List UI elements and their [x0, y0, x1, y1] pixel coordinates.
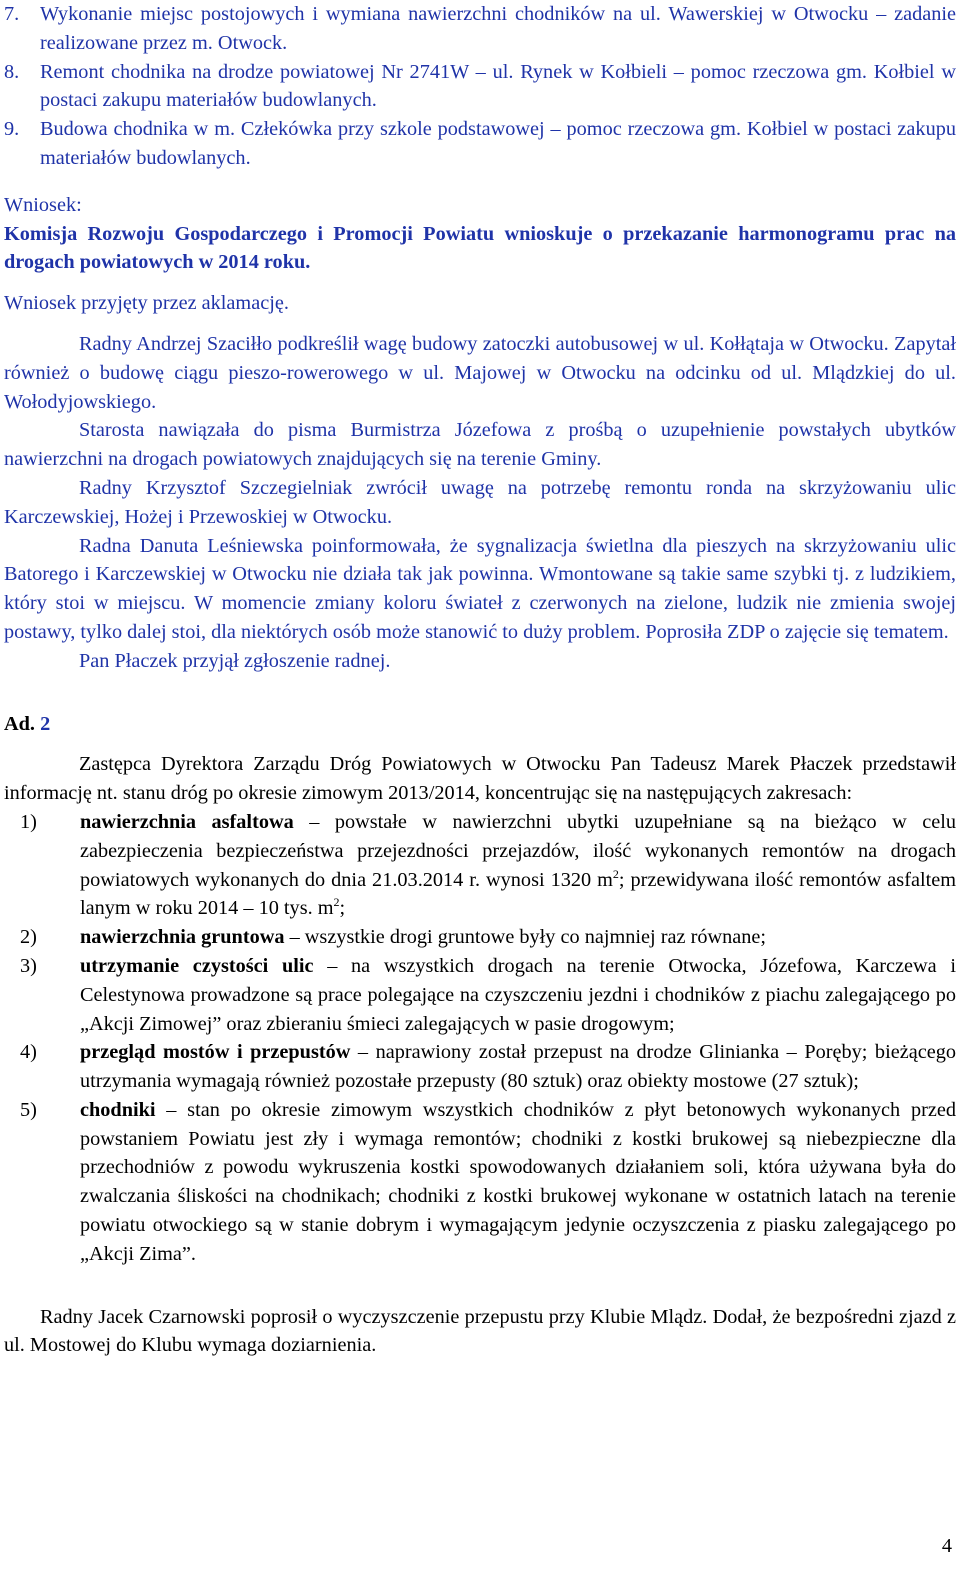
list-number: 5): [20, 1098, 37, 1121]
list-number: 4): [20, 1041, 37, 1064]
item-title: nawierzchnia gruntowa: [80, 926, 285, 949]
list-item: [8, 1038, 956, 1096]
ad-intro: Zastępca Dyrektora Zarządu Dróg Powiatowych w Otwocku Pan Tadeusz Marek Płaczek przedstawił informację nt. stanu dróg po okresie zimowym 2013/2014, koncentrując się na następujących zakresach:: [4, 753, 956, 805]
item-body: – na wszystkich drogach na terenie Otwocka, Józefowa, Karczewa i Celestynowa prowadzone są prace polegające na czyszczeniu jezdni i chodników z piachu zalegającego po „Akcji Zimowej” oraz zbieraniu śmieci zalegających w pasie drogowym;: [80, 954, 957, 1035]
top-numbered-list: [4, 0, 956, 173]
list-number: 9.: [4, 118, 20, 141]
paragraph-szacillo: Radny Andrzej Szaciłło podkreślił wagę budowy zatoczki autobusowej w ul. Kołłątaja w Otwocku. Zapytał również o budowę ciągu pieszo-rowerowego w ul. Majowej w Otwocku na odcinku od ul. Mlądzkiej do ul. Wołodyjowskiego.: [4, 332, 956, 413]
list-text: [80, 1038, 956, 1096]
page-number: 4: [941, 1535, 952, 1558]
list-text: [80, 923, 956, 952]
list-number: 7.: [4, 3, 20, 25]
paragraph-starosta: Starosta nawiązała do pisma Burmistrza Józefowa z prośbą o uzupełnienie powstałych ubytków nawierzchni na drogach powiatowych znajdujących się na terenie Gminy.: [4, 419, 956, 471]
item-body-cont: ; przewidywana ilość remontów asfaltem lanym w roku 2014 – 10 tys. m: [80, 868, 956, 920]
ad-label: Ad.: [4, 712, 41, 735]
list-number: 1): [20, 810, 37, 833]
item-body-end: ;: [339, 897, 346, 920]
wniosek-label: Wniosek:: [4, 193, 82, 216]
ad-heading: [4, 710, 956, 739]
paragraph-placzek: Pan Płaczek przyjął zgłoszenie radnej.: [79, 649, 391, 672]
list-item: [4, 58, 956, 116]
superscript: 2: [333, 895, 340, 910]
list-item: [8, 952, 956, 1038]
list-text: Budowa chodnika w m. Człekówka przy szkole podstawowej – pomoc rzeczowa gm. Kołbiel w postaci zakupu materiałów budowlanych.: [40, 118, 956, 169]
item-body: – powstałe w nawierzchni ubytki uzupełniane są na bieżąco w celu zabezpieczenia bezpieczeństwa przejezdności przejazdów, ilość wykonanych remontów na drogach powiatowych wykonanych do dnia 21.03.2014 r. wynosi 1320 m: [80, 810, 956, 891]
list-text: Wykonanie miejsc postojowych i wymiana nawierzchni chodników na ul. Wawerskiej w Otwocku – zadanie realizowane przez m. Otwock.: [40, 3, 956, 54]
item-body: – naprawiony został przepust na drodze Glinianka – Poręby; bieżącego utrzymania wymagają również pozostałe przepusty (80 sztuk) oraz obiekty mostowe (27 sztuk);: [80, 1041, 956, 1093]
document-page: [4, 0, 956, 1360]
superscript: 2: [612, 866, 619, 881]
road-status-list: [8, 808, 956, 1269]
list-item: [4, 115, 956, 173]
list-number: 2): [20, 926, 37, 949]
ad-number: 2: [40, 712, 51, 735]
wniosek-text-bold: Komisja Rozwoju Gospodarczego i Promocji Powiatu wnioskuje o przekazanie harmonogramu prac na drogach powiatowych w 2014 roku.: [4, 222, 956, 274]
paragraph-lesniewska: Radna Danuta Leśniewska poinformowała, że sygnalizacja świetlna dla pieszych na skrzyżowaniu ulic Batorego i Karczewskiej w Otwocku nie działa tak jak powinna. Wmontowane są takie same szybki tj. z ludzikiem, który stoi w miejscu. W momencie zmiany koloru świateł z czerwonych na zielone, ludzik nie zmienia swojej postawy, tylko dalej stoi, dla niektórych osób może stanowić to duży problem. Poprosiła ZDP o zajęcie się tematem.: [4, 534, 956, 643]
list-item: [8, 1096, 956, 1269]
wniosek-text: [4, 220, 956, 278]
list-item: [8, 808, 956, 923]
list-number: 8.: [4, 60, 20, 83]
list-item: [8, 923, 956, 952]
list-item: [4, 0, 956, 58]
item-title: nawierzchnia asfaltowa: [80, 810, 294, 833]
list-text: [80, 1096, 956, 1269]
list-text: Remont chodnika na drodze powiatowej Nr 2741W – ul. Rynek w Kołbieli – pomoc rzeczowa gm. Kołbiel w postaci zakupu materiałów budowlanych.: [40, 60, 956, 112]
item-title: przegląd mostów i przepustów: [80, 1041, 351, 1064]
item-body: – stan po okresie zimowym wszystkich chodników z płyt betonowych wykonanych przed powstaniem Powiatu jest zły i wymaga remontów; chodniki z kostki brukowej są niebezpieczne dla przechodniów z powodu wykruszenia kostki spowodowanych działaniem soli, która używana była do zwalczania śliskości na chodnikach; chodniki z kostki brukowej wykonane w ostatnich latach na terenie powiatu otwockiego są w stanie dobrym i wymagającym jedynie oczyszczenia z piasku zalegającego po „Akcji Zima”.: [80, 1098, 956, 1265]
item-title: chodniki: [80, 1098, 156, 1121]
wniosek-result: Wniosek przyjęty przez aklamację.: [4, 292, 289, 315]
list-text: [80, 808, 956, 923]
closing-paragraph: Radny Jacek Czarnowski poprosił o wyczyszczenie przepustu przy Klubie Mlądz. Dodał, że bezpośredni zjazd z ul. Mostowej do Klubu wymaga doziarnienia.: [4, 1305, 956, 1357]
item-title: utrzymanie czystości ulic: [80, 954, 314, 977]
list-text: [80, 952, 956, 1038]
item-body: – wszystkie drogi gruntowe były co najmniej raz równane;: [284, 926, 767, 949]
list-number: 3): [20, 954, 37, 977]
paragraph-szczegielniak: Radny Krzysztof Szczegielniak zwrócił uwagę na potrzebę remontu ronda na skrzyżowaniu ulic Karczewskiej, Hożej i Przewoskiej w Otwocku.: [4, 476, 956, 528]
